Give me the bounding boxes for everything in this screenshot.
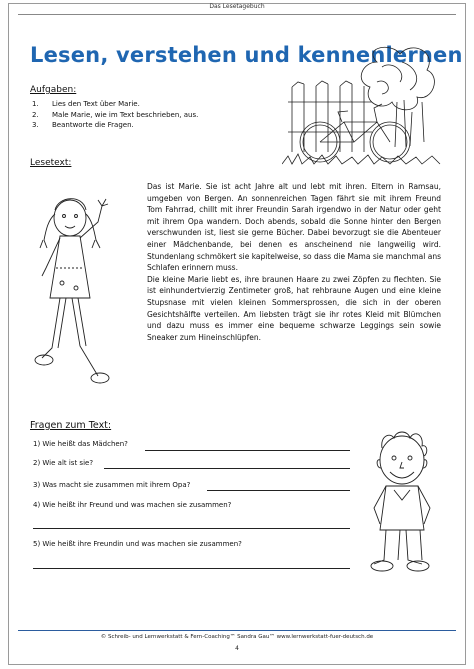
aufgaben-list (32, 99, 198, 131)
footer-credit: © Schreib- und Lernwerkstatt & Fern-Coaching™ Sandra Gau™ www.lernwerkstatt-fuer-deutsch.de (100, 634, 374, 640)
list-item: 1. Lies den Text über Marie. (32, 100, 140, 108)
lesetext-paragraph-1: Das ist Marie. Sie ist acht Jahre alt und lebt mit ihren. Eltern in Ramsau, umgeben von Bergen. An sonnenreichen Tagen fährt sie mit ihrem Freund Tom Fahrrad, chillt mit ihrer Freundin Sarah irgendwo in der Natur oder geht mit ihrem Opa wandern. Doch abends, sobald die Sonne hinter den Bergen verschwunden ist, liest sie gerne Bücher. Dabei bevorzugt sie die Abenteuer einer Mädchenbande, bei denen es anscheinend nie langweilig wird. Stundenlang schmökert sie kapitelweise, so dass die Mama sie manchmal ans Schlafen erinnern muss. (147, 182, 441, 273)
bicycle-illustration (282, 42, 442, 174)
question-2: 2) Wie alt ist sie? (33, 459, 94, 467)
answer-line-1[interactable] (145, 450, 350, 451)
list-item: 3. Beantworte die Fragen. (32, 121, 134, 129)
footer-divider (18, 630, 456, 631)
header-divider (18, 14, 456, 15)
header-title: Das Lesetagebuch (209, 3, 265, 10)
page-number: 4 (235, 645, 239, 652)
page-title: Lesen, verstehen und kennenlernen (30, 43, 463, 67)
aufgaben-label: Aufgaben: (30, 85, 77, 95)
answer-line-4[interactable] (33, 528, 350, 529)
lesetext-label: Lesetext: (30, 158, 72, 168)
question-1: 1) Wie heißt das Mädchen? (33, 440, 128, 448)
list-item: 2. Male Marie, wie im Text beschrieben, aus. (32, 110, 199, 119)
question-4: 4) Wie heißt ihr Freund und was machen sie zusammen? (33, 501, 232, 509)
answer-line-2[interactable] (104, 468, 350, 469)
answer-line-5[interactable] (33, 568, 350, 569)
fragen-label: Fragen zum Text: (30, 420, 112, 431)
answer-line-3[interactable] (207, 490, 350, 491)
boy-illustration (360, 428, 450, 578)
question-5: 5) Wie heißt ihre Freundin und was machen sie zusammen? (33, 540, 242, 548)
lesetext-paragraph-2: Die kleine Marie liebt es, ihre braunen Haare zu zwei Zöpfen zu flechten. Sie ist einhundertvierzig Zentimeter groß, hat rehbraune Augen und eine kleine Stupsnase mit vielen kleinen Sommersprossen, die sich in der oberen Gesichtshälfte verteilen. Am liebsten trägt sie ihr rotes Kleid mit Blümchen und dazu muss es immer eine bequeme schwarze Leggings sein sowie Sneaker zum Hineinschlüpfen. (147, 274, 441, 342)
lesetext-body (147, 181, 441, 343)
question-3: 3) Was macht sie zusammen mit ihrem Opa? (33, 481, 191, 489)
girl-illustration (28, 188, 140, 400)
